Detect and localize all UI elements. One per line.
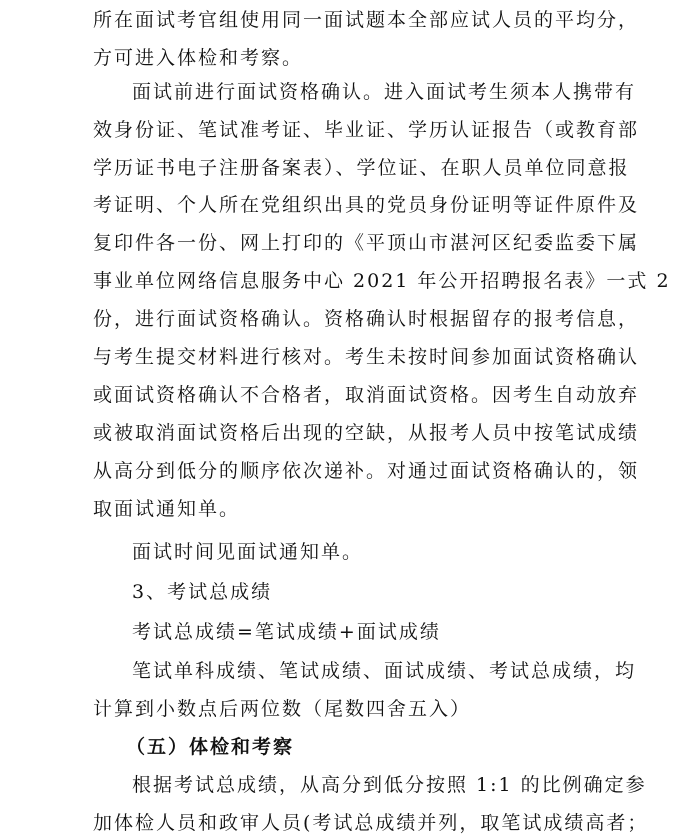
formula-line: 考试总成绩=笔试成绩+面试成绩: [132, 621, 441, 643]
paragraph-line: 根据考试总成绩，从高分到低分按照 1:1 的比例确定参: [132, 774, 647, 796]
paragraph-line: 方可进入体检和考察。: [93, 47, 304, 69]
paragraph-line: 或面试资格确认不合格者，取消面试资格。因考生自动放弃: [93, 384, 640, 406]
paragraph-line: 加体检人员和政审人员(考试总成绩并列，取笔试成绩高者；: [93, 812, 649, 834]
paragraph-line: 考证明、个人所在党组织出具的党员身份证明等证件原件及: [93, 194, 640, 216]
paragraph-line: 所在面试考官组使用同一面试题本全部应试人员的平均分，: [93, 9, 640, 31]
paragraph-line: 取面试通知单。: [93, 498, 241, 520]
paragraph-line: 计算到小数点后两位数（尾数四舍五入）: [93, 698, 472, 720]
paragraph-line: 面试时间见面试通知单。: [132, 541, 364, 563]
paragraph-line: 份，进行面试资格确认。资格确认时根据留存的报考信息，: [93, 308, 640, 330]
paragraph-line: 面试前进行面试资格确认。进入面试考生须本人携带有: [132, 81, 637, 103]
paragraph-line: 事业单位网络信息服务中心 2021 年公开招聘报名表》一式 2: [93, 270, 671, 292]
paragraph-line: 或被取消面试资格后出现的空缺，从报考人员中按笔试成绩: [93, 422, 640, 444]
section-heading-bold: （五）体检和考察: [126, 736, 295, 758]
paragraph-line: 复印件各一份、网上打印的《平顶山市湛河区纪委监委下属: [93, 232, 640, 254]
paragraph-line: 效身份证、笔试准考证、毕业证、学历认证报告（或教育部: [93, 119, 640, 141]
paragraph-line: 从高分到低分的顺序依次递补。对通过面试资格确认的，领: [93, 460, 640, 482]
paragraph-line: 与考生提交材料进行核对。考生未按时间参加面试资格确认: [93, 346, 640, 368]
section-heading: 3、考试总成绩: [132, 581, 273, 603]
paragraph-line: 学历证书电子注册备案表）、学位证、在职人员单位同意报: [93, 157, 630, 179]
paragraph-line: 笔试单科成绩、笔试成绩、面试成绩、考试总成绩，均: [132, 660, 637, 682]
